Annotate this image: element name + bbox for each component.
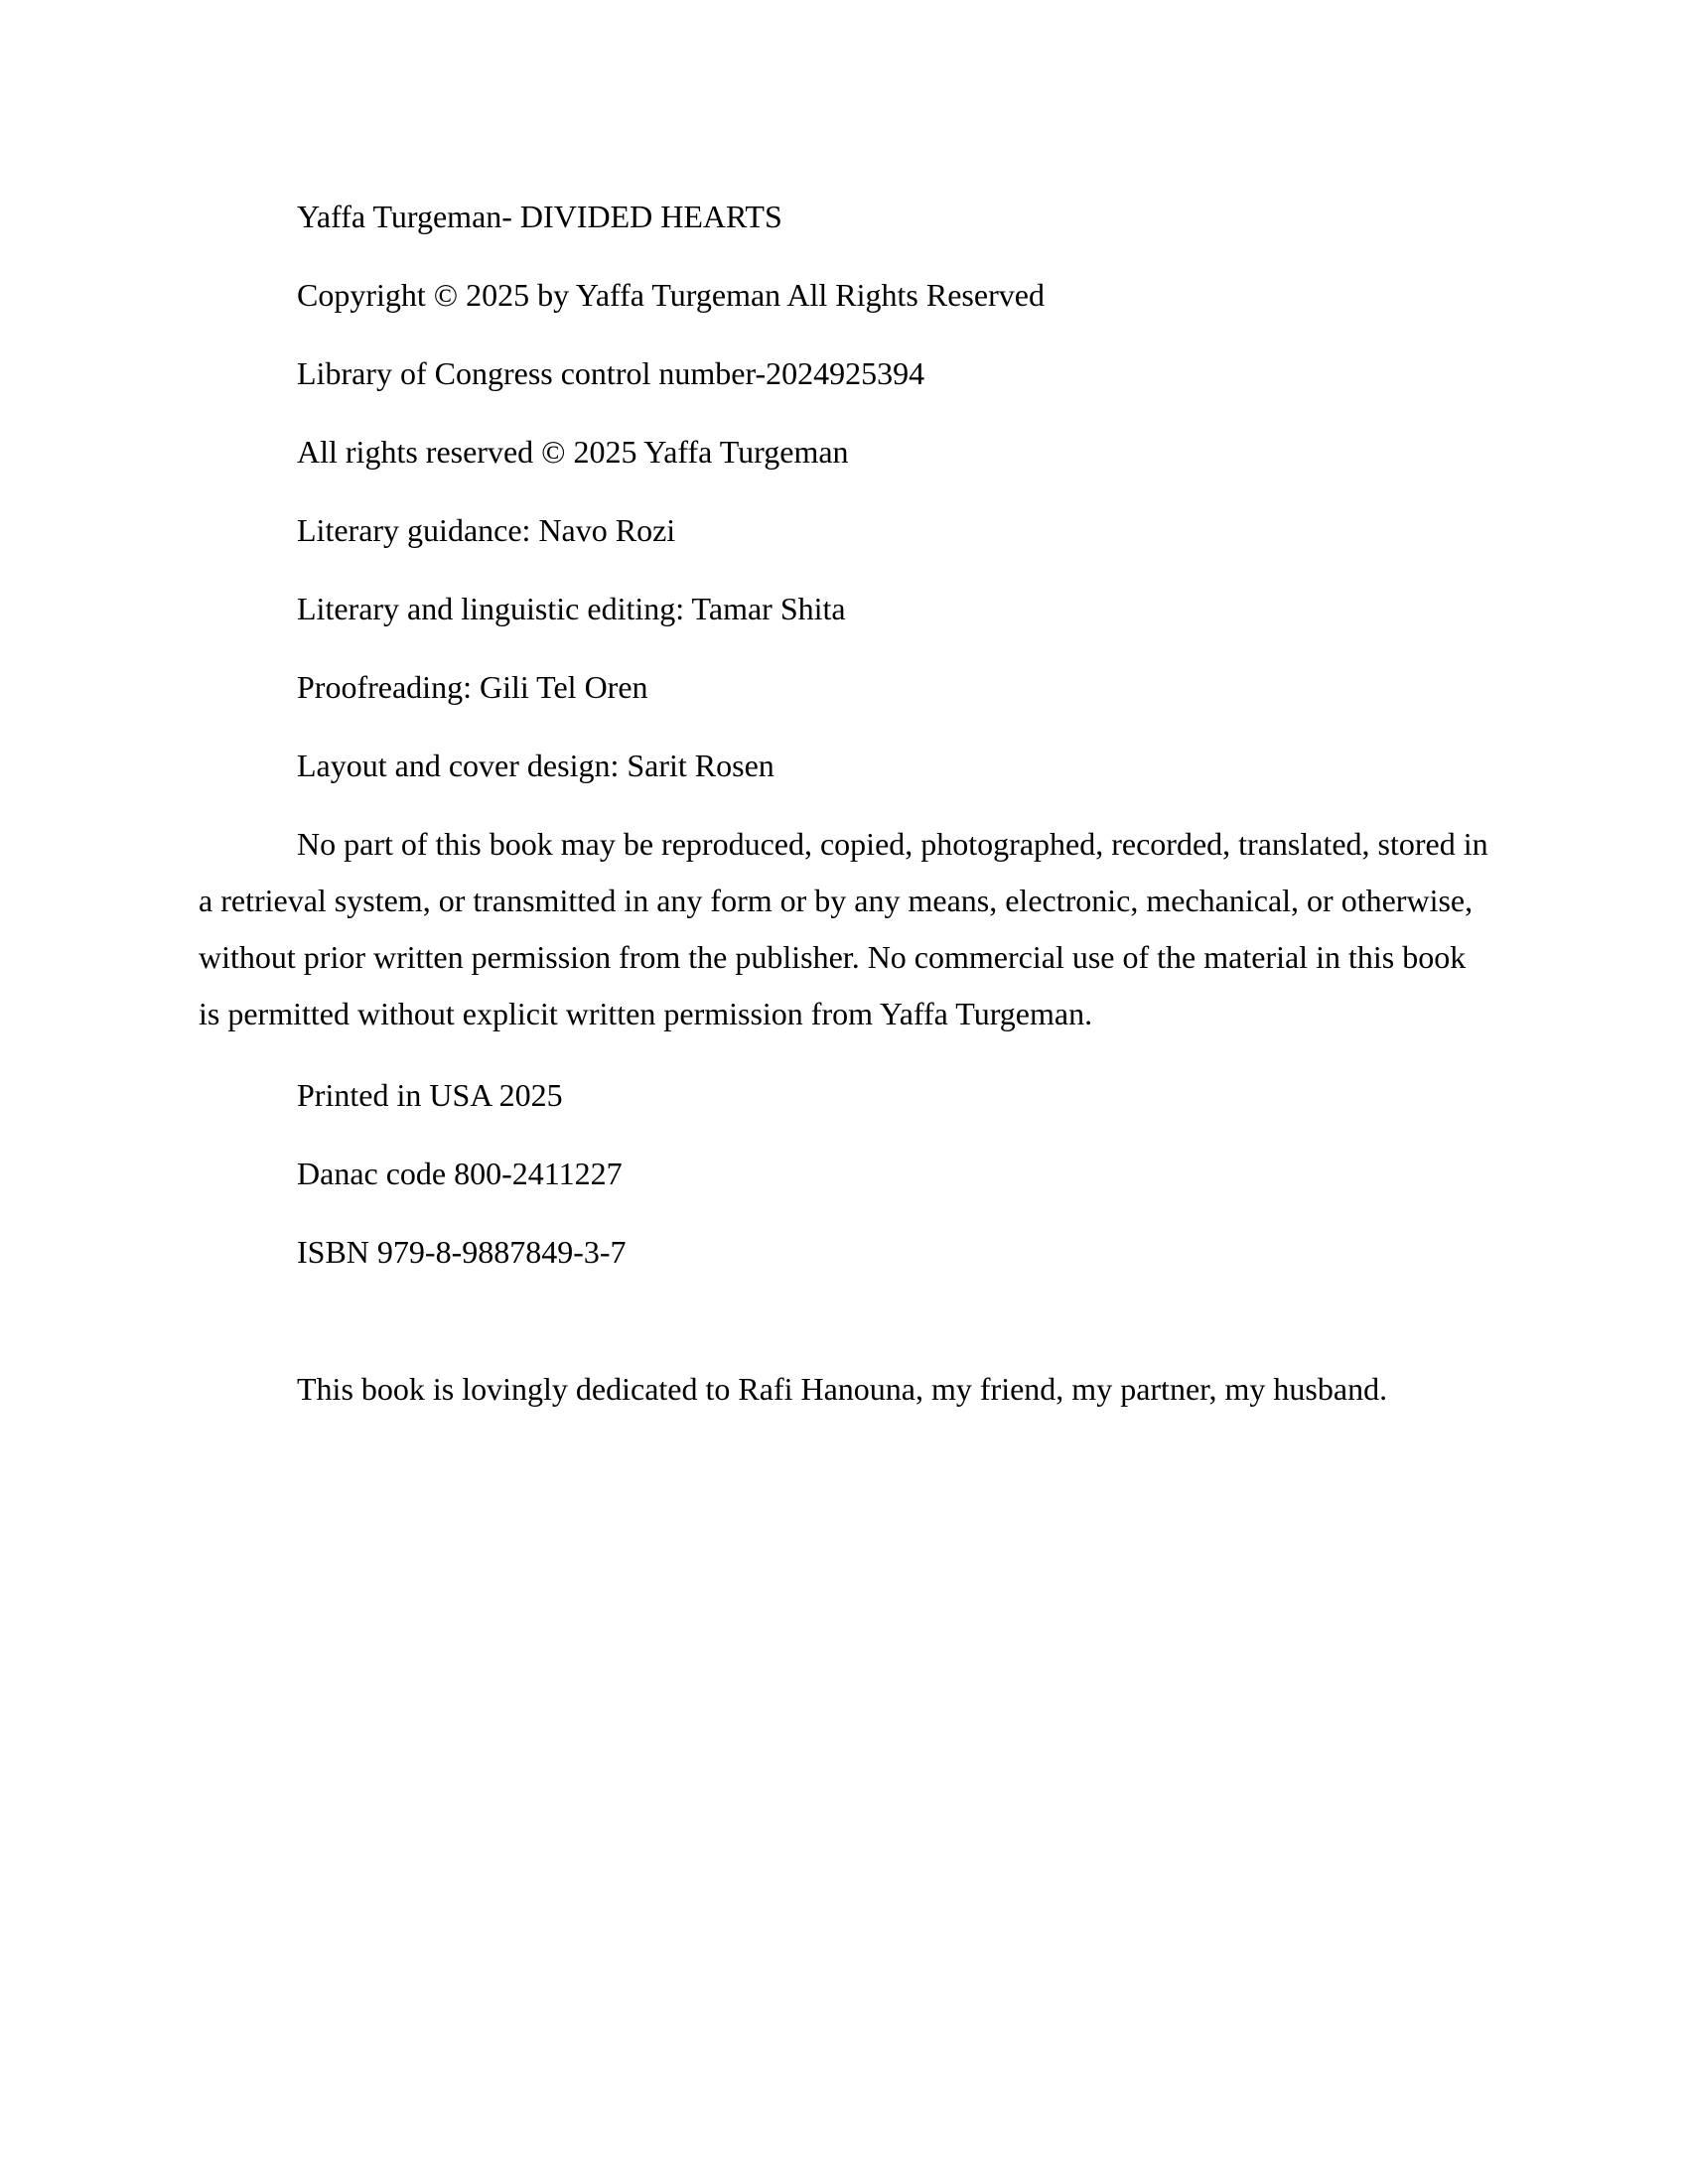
copyright-page [199, 189, 1489, 1439]
rights-notice-paragraph: No part of this book may be reproduced, copied, photographed, recorded, translated, stored in a retrieval system, or transmitted in any form or by any means, electronic, mechanical, or otherwise, without prior written permission from the publisher. No commercial use of the material in this book is permitted without explicit written permission from Yaffa Turgeman. [199, 826, 1488, 1031]
dedication: This book is lovingly dedicated to Rafi Hanouna, my friend, my partner, my husband. [297, 1371, 1388, 1407]
book-title-line: Yaffa Turgeman- DIVIDED HEARTS [297, 199, 782, 234]
isbn: ISBN 979-8-9887849-3-7 [297, 1234, 627, 1270]
editing-credit: Literary and linguistic editing: Tamar Shita [297, 591, 846, 626]
layout-design-credit: Layout and cover design: Sarit Rosen [297, 748, 774, 783]
printed-in-line: Printed in USA 2025 [297, 1077, 563, 1113]
copyright-line: Copyright © 2025 by Yaffa Turgeman All Rights Reserved [297, 277, 1045, 313]
proofreading-credit: Proofreading: Gili Tel Oren [297, 669, 648, 705]
danac-code: Danac code 800-2411227 [297, 1156, 623, 1191]
all-rights-reserved: All rights reserved © 2025 Yaffa Turgeman [297, 434, 849, 470]
loc-control-number: Library of Congress control number-2024925394 [297, 355, 925, 391]
blank-line [199, 1302, 1489, 1339]
literary-guidance-credit: Literary guidance: Navo Rozi [297, 512, 676, 548]
